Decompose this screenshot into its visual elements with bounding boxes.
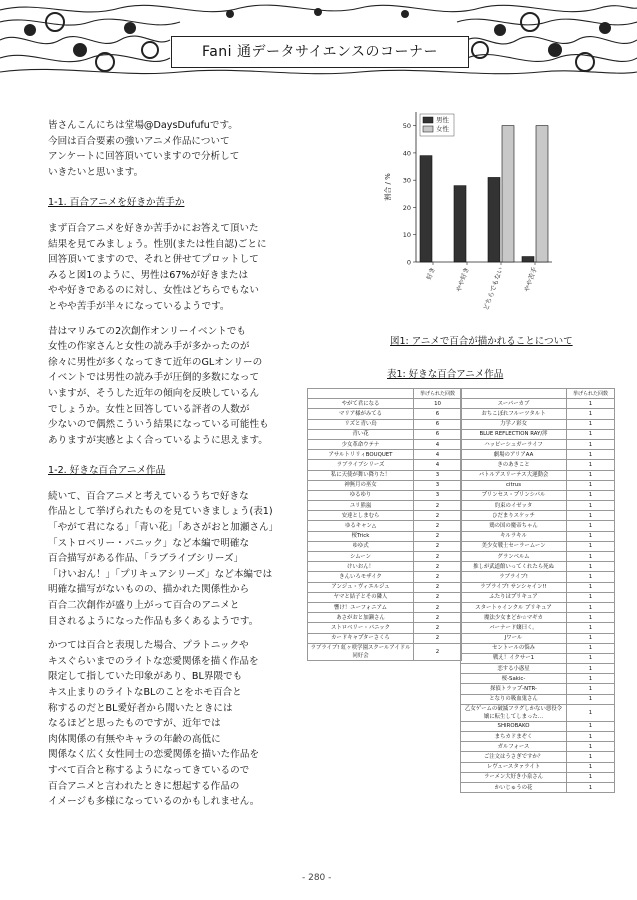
mention-count-cell: 1 xyxy=(567,541,615,551)
mention-count-cell: 1 xyxy=(567,562,615,572)
mention-count-cell: 1 xyxy=(567,643,615,653)
table-row xyxy=(461,752,615,762)
work-title-cell: おちこぼれフルーツタルト xyxy=(461,409,567,419)
table-row xyxy=(461,450,615,460)
mention-count-cell: 1 xyxy=(567,602,615,612)
mention-count-cell: 1 xyxy=(567,694,615,704)
intro-paragraph: 皆さんこんにちは堂場@DaysDufufuです。 今回は百合要素の強いアニメ作品について アンケートに回答頂いていますので分析して いきたいと思います。 xyxy=(48,120,240,178)
work-title-cell: ハッピーシュガーライフ xyxy=(461,439,567,449)
mention-count-cell: 1 xyxy=(567,521,615,531)
mention-count-cell: 3 xyxy=(414,480,462,490)
bar-male xyxy=(522,257,534,262)
mention-count-cell: 2 xyxy=(414,623,462,633)
work-title-cell: ストロベリー・パニック xyxy=(308,623,414,633)
mention-count-cell: 1 xyxy=(567,772,615,782)
table-row xyxy=(308,602,462,612)
work-title-cell: 劇場のアリアAA xyxy=(461,450,567,460)
section-heading-1-2: 1-2. 好きな百合アニメ作品 xyxy=(48,465,166,477)
mention-count-cell: 2 xyxy=(414,511,462,521)
work-title-cell: 安達としまむら xyxy=(308,511,414,521)
work-title-cell: カードキャプターさくら xyxy=(308,633,414,643)
work-title-cell: ご注文はうさぎですか？ xyxy=(461,752,567,762)
work-title-cell: キルラキル xyxy=(461,531,567,541)
mention-count-cell: 1 xyxy=(567,470,615,480)
table-row xyxy=(308,409,462,419)
mention-count-cell: 1 xyxy=(567,501,615,511)
legend-swatch xyxy=(423,126,433,132)
table-row xyxy=(308,562,462,572)
x-tick-label: やや好き xyxy=(454,265,471,294)
work-title-cell: スーパーカブ xyxy=(461,399,567,409)
legend-label: 男性 xyxy=(436,116,449,124)
y-tick-label: 50 xyxy=(402,122,411,131)
table-row xyxy=(308,633,462,643)
mention-count-cell: 1 xyxy=(567,752,615,762)
mention-count-cell: 2 xyxy=(414,613,462,623)
y-tick-label: 10 xyxy=(402,231,411,240)
table-row xyxy=(461,501,615,511)
mention-count-cell: 6 xyxy=(414,429,462,439)
work-title-cell: グランベルム xyxy=(461,552,567,562)
mention-count-cell: 4 xyxy=(414,439,462,449)
table-row xyxy=(461,480,615,490)
mention-count-cell: 2 xyxy=(414,602,462,612)
mention-count-cell: 1 xyxy=(567,572,615,582)
table-row xyxy=(461,460,615,470)
table-row xyxy=(461,633,615,643)
favorite-works-table-right xyxy=(460,388,615,793)
table-row xyxy=(308,521,462,531)
table-row xyxy=(308,439,462,449)
table-row xyxy=(308,613,462,623)
table-row xyxy=(461,782,615,792)
mention-count-cell: 1 xyxy=(567,674,615,684)
mention-count-cell: 3 xyxy=(414,470,462,480)
table-row xyxy=(461,582,615,592)
x-tick-label: やや苦手 xyxy=(522,265,539,294)
work-title-cell: やがて君になる xyxy=(308,399,414,409)
work-title-cell: 魔法少女まどか☆マギカ xyxy=(461,613,567,623)
table-row xyxy=(308,511,462,521)
work-title-cell: 青い花 xyxy=(308,429,414,439)
y-axis-label: 割合 / % xyxy=(384,173,392,201)
bar-male xyxy=(488,177,500,262)
section1-paragraph-1: まず百合アニメを好きか苦手かにお答えて頂いた 結果を見てみましょう。性別(または性自認)ごとに 回答頂いてますので、それと併せてプロットして みると図1のように、男性は67%が好きまたは やや好きであるのに対し、女性はどちらでもない とやや苦手が半々になっているようです。 xyxy=(48,222,267,312)
table-header-row xyxy=(461,389,615,399)
table-row xyxy=(308,470,462,480)
table-row xyxy=(461,562,615,572)
x-tick-label: どちらでもない xyxy=(481,265,505,311)
work-title-cell: アサルトリリィBOUQUET xyxy=(308,450,414,460)
work-title-cell: ラブライブ! xyxy=(461,572,567,582)
mention-count-cell: 1 xyxy=(567,742,615,752)
mention-count-cell: 1 xyxy=(567,460,615,470)
work-title-cell: セントールの悩み xyxy=(461,643,567,653)
work-title-cell: かいじゅうの花 xyxy=(461,782,567,792)
mention-count-cell: 1 xyxy=(567,582,615,592)
work-title-cell: ふたりはプリキュア xyxy=(461,592,567,602)
table-row xyxy=(308,531,462,541)
work-title-cell: きのあきこと xyxy=(461,460,567,470)
table-row xyxy=(308,490,462,500)
mention-count-cell: 3 xyxy=(414,490,462,500)
table-row xyxy=(308,501,462,511)
table-row xyxy=(308,399,462,409)
mention-count-cell: 10 xyxy=(414,399,462,409)
table-row xyxy=(308,572,462,582)
work-title-cell: ガルフォース xyxy=(461,742,567,752)
mention-count-cell: 6 xyxy=(414,409,462,419)
table-row xyxy=(461,704,615,721)
table-row xyxy=(461,399,615,409)
table-row xyxy=(461,684,615,694)
table-row xyxy=(461,419,615,429)
work-title-cell: 少女革命ウテナ xyxy=(308,439,414,449)
page-title: Fani 通データサイエンスのコーナー xyxy=(171,36,469,68)
work-title-cell: 桜Trick xyxy=(308,531,414,541)
table-row xyxy=(461,732,615,742)
table-row xyxy=(308,480,462,490)
table-row xyxy=(461,531,615,541)
y-tick-label: 30 xyxy=(402,176,411,185)
favorite-works-table-left xyxy=(307,388,462,661)
mention-count-cell: 4 xyxy=(414,450,462,460)
table-row xyxy=(461,409,615,419)
mention-count-cell: 2 xyxy=(414,643,462,660)
mention-count-cell: 2 xyxy=(414,531,462,541)
article-body xyxy=(48,118,279,819)
mention-count-cell: 1 xyxy=(567,409,615,419)
section2-paragraph-2: かつては百合と表現した場合、プラトニックや キスぐらいまでのライトな恋愛関係を描く作品を 限定して指していた印象があり、BL界隈でも キス止まりのライトなBLのことをホモ百合と 称するのだとBL愛好者から聞いたときには なるほどと思ったものですが、近年では 肉体関係の有無やキャラの年齢の高低に 関係なく広く女性同士の恋愛関係を描いた作品を すべて百合と称するようになってきているので 百合アニメと言われたときに想起する作品の イメージも多様になっているのかもしれません。 xyxy=(48,640,260,808)
table-caption: 表1: 好きな百合アニメ作品 xyxy=(387,369,504,380)
header-cell-title xyxy=(461,389,567,399)
work-title-cell: ゆるキャン△ xyxy=(308,521,414,531)
work-title-cell: 神無月の巫女 xyxy=(308,480,414,490)
table-row xyxy=(461,694,615,704)
mention-count-cell: 2 xyxy=(414,572,462,582)
work-title-cell: ラブライブ! 虹ヶ咲学園スクールアイドル同好会 xyxy=(308,643,414,660)
table-row xyxy=(308,643,462,660)
table-row xyxy=(461,521,615,531)
table-row xyxy=(308,541,462,551)
table-row xyxy=(461,721,615,731)
table-row xyxy=(461,470,615,480)
table-row xyxy=(461,762,615,772)
table-row xyxy=(461,602,615,612)
work-title-cell: 探偵トラップ-NTR- xyxy=(461,684,567,694)
work-title-cell: ヤマと結子とその隣人 xyxy=(308,592,414,602)
figure-1-chart xyxy=(370,106,575,311)
mention-count-cell: 1 xyxy=(567,633,615,643)
table-row xyxy=(308,460,462,470)
work-title-cell: ユリ熊嵐 xyxy=(308,501,414,511)
work-title-cell: 響け！ユーフォニアム xyxy=(308,602,414,612)
x-tick-label: 好き xyxy=(424,265,437,281)
mention-count-cell: 2 xyxy=(414,552,462,562)
work-title-cell: スタートゥインクル プリキュア xyxy=(461,602,567,612)
work-title-cell: ひだまりスケッチ xyxy=(461,511,567,521)
work-title-cell: 力学ノ彩女 xyxy=(461,419,567,429)
mention-count-cell: 2 xyxy=(414,592,462,602)
mention-count-cell: 1 xyxy=(567,613,615,623)
mention-count-cell: 1 xyxy=(567,429,615,439)
section2-paragraph-1: 続いて、百合アニメと考えているうちで好きな 作品として挙げられたものを見ていきましょう(表1) 「やがて君になる」「青い花」「あさがおと加瀬さん」 「ストロベリー・パニック」など本編で明確な 百合描写がある作品、「ラブライブシリーズ」 「けいおん！」「プリキュアシリーズ」など本編では 明確な描写がないものの、描かれた関係性から 百合二次創作が盛り上がって百合のアニメと 目されるようになった作品も多くあるようです。 xyxy=(48,490,279,627)
mention-count-cell: 1 xyxy=(567,782,615,792)
mention-count-cell: 2 xyxy=(414,562,462,572)
mention-count-cell: 1 xyxy=(567,762,615,772)
work-title-cell: 戦え！イクサー1 xyxy=(461,653,567,663)
table-row xyxy=(461,592,615,602)
work-title-cell: けいおん！ xyxy=(308,562,414,572)
work-title-cell: SHIROBAKO xyxy=(461,721,567,731)
mention-count-cell: 2 xyxy=(414,541,462,551)
work-title-cell: BLUE REFLECTION RAY/澪 xyxy=(461,429,567,439)
mention-count-cell: 2 xyxy=(414,582,462,592)
table-row xyxy=(308,623,462,633)
table-row xyxy=(308,582,462,592)
table-row xyxy=(308,419,462,429)
mention-count-cell: 1 xyxy=(567,592,615,602)
table-row xyxy=(461,572,615,582)
work-title-cell: 桜-Sakic- xyxy=(461,674,567,684)
work-title-cell: レヴュースタァライト xyxy=(461,762,567,772)
bar-chart xyxy=(370,106,575,311)
work-title-cell: バーナード嬢曰く。 xyxy=(461,623,567,633)
y-tick-label: 20 xyxy=(402,203,411,212)
work-title-cell: 私に天使が舞い降りた！ xyxy=(308,470,414,480)
section-heading-1-1: 1-1. 百合アニメを好きか苦手か xyxy=(48,197,185,209)
work-title-cell: ラーメン大好き小泉さん xyxy=(461,772,567,782)
mention-count-cell: 2 xyxy=(414,521,462,531)
table-row xyxy=(461,643,615,653)
y-tick-label: 40 xyxy=(402,149,411,158)
table-row xyxy=(308,592,462,602)
mention-count-cell: 4 xyxy=(414,460,462,470)
work-title-cell: 美少女戦士セーラームーン xyxy=(461,541,567,551)
mention-count-cell: 1 xyxy=(567,704,615,721)
table-row xyxy=(461,490,615,500)
work-title-cell: 推しが武道館いってくれたら死ぬ xyxy=(461,562,567,572)
work-title-cell: 乙女ゲームの破滅フラグしかない悪役令嬢に転生してしまった… xyxy=(461,704,567,721)
legend-swatch xyxy=(423,117,433,123)
mention-count-cell: 1 xyxy=(567,664,615,674)
work-title-cell: citrus xyxy=(461,480,567,490)
work-title-cell: きんいろモザイク xyxy=(308,572,414,582)
mention-count-cell: 1 xyxy=(567,684,615,694)
mention-count-cell: 1 xyxy=(567,450,615,460)
mention-count-cell: 1 xyxy=(567,490,615,500)
mention-count-cell: 1 xyxy=(567,653,615,663)
mention-count-cell: 1 xyxy=(567,419,615,429)
mention-count-cell: 1 xyxy=(567,732,615,742)
table-row xyxy=(461,674,615,684)
work-title-cell: まちカドまぞく xyxy=(461,732,567,742)
mention-count-cell: 2 xyxy=(414,501,462,511)
table-row xyxy=(308,429,462,439)
mention-count-cell: 1 xyxy=(567,531,615,541)
work-title-cell: ラブライブシリーズ xyxy=(308,460,414,470)
work-title-cell: ラブライブ! サンシャイン!! xyxy=(461,582,567,592)
mention-count-cell: 1 xyxy=(567,439,615,449)
work-title-cell: ゆゆ式 xyxy=(308,541,414,551)
table-row xyxy=(461,772,615,782)
table-row xyxy=(461,552,615,562)
table-row xyxy=(461,742,615,752)
header-cell-count: 挙げられた回数 xyxy=(567,389,615,399)
legend-label: 女性 xyxy=(436,125,449,133)
mention-count-cell: 1 xyxy=(567,552,615,562)
work-title-cell: バトルアスリーテス大運動会 xyxy=(461,470,567,480)
table-row xyxy=(308,552,462,562)
table-row xyxy=(461,541,615,551)
y-tick-label: 0 xyxy=(406,258,411,267)
table-row xyxy=(461,613,615,623)
work-title-cell: リズと青い鳥 xyxy=(308,419,414,429)
page-number: - 280 - xyxy=(302,873,332,883)
mention-count-cell: 1 xyxy=(567,399,615,409)
table-row xyxy=(461,664,615,674)
bar-male xyxy=(420,156,432,262)
table-row xyxy=(461,439,615,449)
work-title-cell: 恋する小惑星 xyxy=(461,664,567,674)
table-row xyxy=(461,623,615,633)
mention-count-cell: 1 xyxy=(567,480,615,490)
table-row xyxy=(308,450,462,460)
header-cell-count: 挙げられた回数 xyxy=(414,389,462,399)
mention-count-cell: 6 xyxy=(414,419,462,429)
figure-caption: 図1: アニメで百合が描かれることについて xyxy=(390,336,573,347)
mention-count-cell: 1 xyxy=(567,511,615,521)
table-row xyxy=(461,511,615,521)
work-title-cell: となりの吸血鬼さん xyxy=(461,694,567,704)
bar-female xyxy=(536,126,548,262)
section1-paragraph-2: 昔はマリみての2次創作オンリーイベントでも 女性の作家さんと女性の読み手が多かったのが 徐々に男性が多くなってきて近年のGLオンリーの イベントでは男性の読み手が圧倒的多数になって いますが、そうした近年の傾向を反映しているん でしょうか。女性と回答している評者の人数が 少ないので偶然こういう結果になっている可能性も ありますが実感とよく合っているように思えます。 xyxy=(48,325,269,446)
table-row xyxy=(461,653,615,663)
mention-count-cell: 1 xyxy=(567,721,615,731)
bar-female xyxy=(502,126,514,262)
work-title-cell: マリア様がみてる xyxy=(308,409,414,419)
work-title-cell: 鶏の国の魔帝ちゃん xyxy=(461,521,567,531)
table-header-row xyxy=(308,389,462,399)
mention-count-cell: 2 xyxy=(414,633,462,643)
header-cell-title xyxy=(308,389,414,399)
table-row xyxy=(461,429,615,439)
mention-count-cell: 1 xyxy=(567,623,615,633)
work-title-cell: シムーン xyxy=(308,552,414,562)
work-title-cell: アンジュ・ヴィエルジュ xyxy=(308,582,414,592)
bar-male xyxy=(454,186,466,262)
work-title-cell: プリンセス・プリンシパル xyxy=(461,490,567,500)
work-title-cell: Jワール xyxy=(461,633,567,643)
work-title-cell: あさがおと加瀬さん xyxy=(308,613,414,623)
work-title-cell: 約束のイゼッタ xyxy=(461,501,567,511)
work-title-cell: ゆるゆり xyxy=(308,490,414,500)
